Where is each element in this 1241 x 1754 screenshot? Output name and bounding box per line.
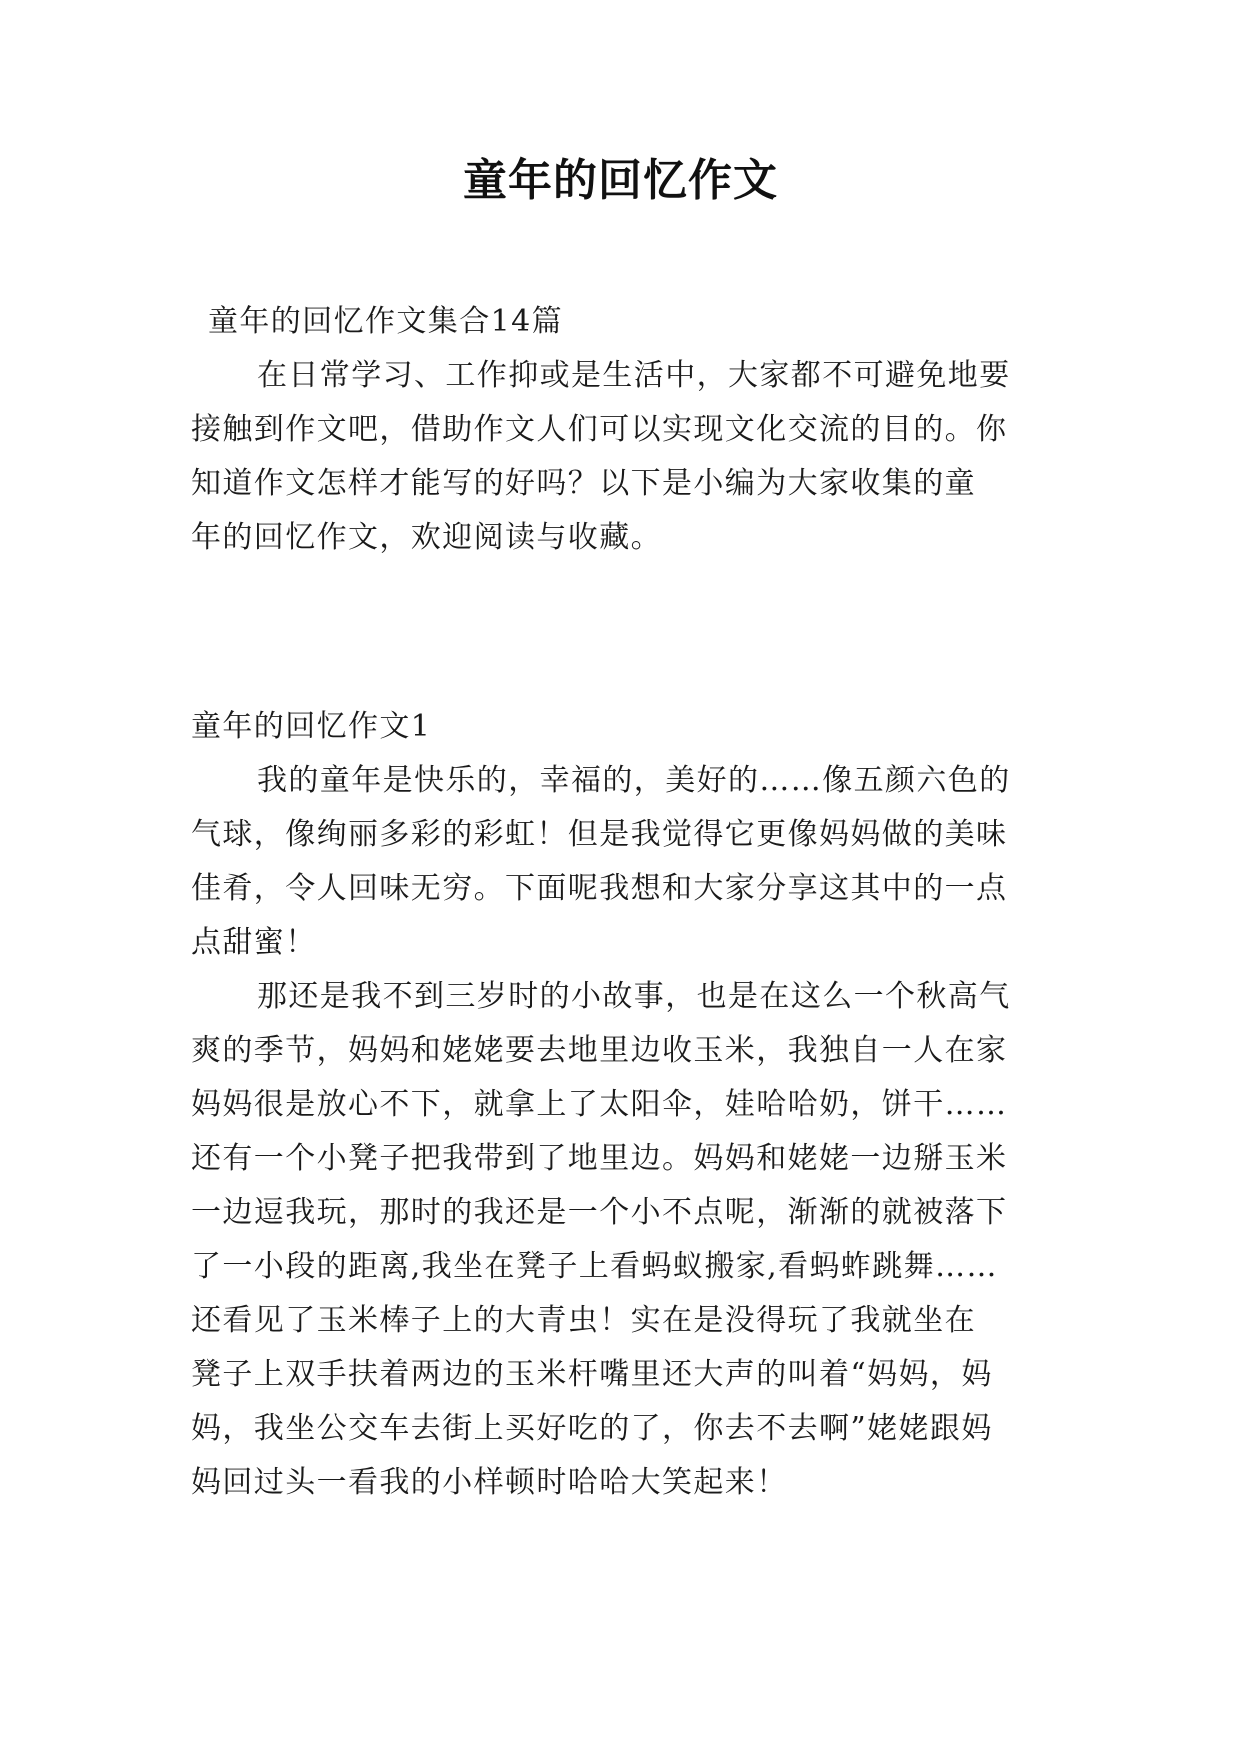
- paragraph-line: 年的回忆作文，欢迎阅读与收藏。: [191, 520, 662, 555]
- paragraph-line: 气球，像绚丽多彩的彩虹！但是我觉得它更像妈妈做的美味: [191, 817, 1008, 852]
- paragraph-line: 妈妈很是放心不下，就拿上了太阳伞，娃哈哈奶，饼干……: [191, 1087, 1008, 1122]
- paragraph-line: 在日常学习、工作抑或是生活中，大家都不可避免地要: [257, 358, 1011, 393]
- paragraph-line: 妈回过头一看我的小样顿时哈哈大笑起来！: [191, 1465, 788, 1500]
- paragraph-line: 我的童年是快乐的，幸福的，美好的……像五颜六色的: [257, 763, 1011, 798]
- section-heading: 童年的回忆作文1: [191, 709, 432, 744]
- paragraph-line: 一边逗我玩，那时的我还是一个小不点呢，渐渐的就被落下: [191, 1195, 1008, 1230]
- paragraph-line: 还看见了玉米棒子上的大青虫！实在是没得玩了我就坐在: [191, 1303, 976, 1338]
- paragraph-line: 点甜蜜！: [191, 925, 317, 960]
- paragraph-line: 那还是我不到三岁时的小故事，也是在这么一个秋高气: [257, 979, 1011, 1014]
- intro-paragraph: [191, 349, 1061, 565]
- document-title: 童年的回忆作文: [463, 155, 778, 206]
- paragraph-line: 知道作文怎样才能写的好吗？以下是小编为大家收集的童: [191, 466, 976, 501]
- section-heading-block: [191, 700, 1061, 754]
- paragraph-line: 了一小段的距离,我坐在凳子上看蚂蚁搬家,看蚂蚱跳舞……: [191, 1249, 998, 1284]
- paragraph-line: 接触到作文吧，借助作文人们可以实现文化交流的目的。你: [191, 412, 1008, 447]
- paragraph-line: 凳子上双手扶着两边的玉米杆嘴里还大声的叫着“妈妈，妈: [191, 1357, 993, 1392]
- essay-paragraph-2: [191, 970, 1061, 1510]
- paragraph-line: 还有一个小凳子把我带到了地里边。妈妈和姥姥一边掰玉米: [191, 1141, 1008, 1176]
- collection-heading-block: [191, 295, 1061, 349]
- essay-paragraph-1: [191, 754, 1061, 970]
- paragraph-line: 爽的季节，妈妈和姥姥要去地里边收玉米，我独自一人在家: [191, 1033, 1008, 1068]
- collection-heading: 童年的回忆作文集合14篇: [208, 304, 563, 339]
- paragraph-line: 妈，我坐公交车去街上买好吃的了，你去不去啊”姥姥跟妈: [191, 1411, 993, 1446]
- paragraph-line: 佳肴，令人回味无穷。下面呢我想和大家分享这其中的一点: [191, 871, 1008, 906]
